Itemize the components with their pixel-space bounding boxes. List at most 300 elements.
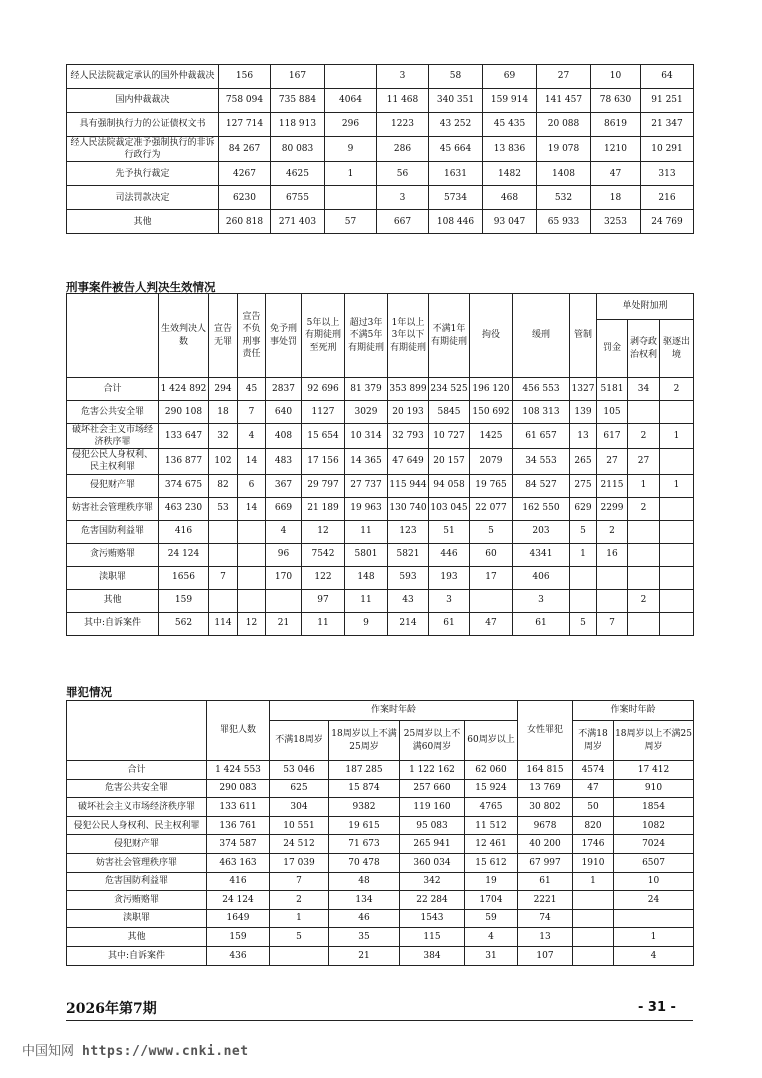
- table-cell: 148: [345, 566, 388, 589]
- table-cell: 84 267: [219, 137, 271, 162]
- criminal-judgment-table: [66, 293, 694, 636]
- table-cell: 51: [429, 520, 470, 543]
- table-cell: 617: [597, 424, 628, 449]
- table-cell: 1082: [614, 816, 694, 835]
- header-exempt: 免予刑事处罚: [266, 294, 302, 378]
- table-cell: 56: [377, 162, 429, 186]
- table-row: [67, 186, 694, 210]
- table-cell: 10: [614, 872, 694, 891]
- table-cell: 2221: [518, 891, 573, 910]
- table-cell: 1: [573, 872, 614, 891]
- table-cell: 667: [377, 210, 429, 234]
- table-cell: 47: [573, 779, 614, 798]
- table-cell: 45 435: [483, 113, 537, 137]
- table-cell: 6230: [219, 186, 271, 210]
- table-cell: [597, 589, 628, 612]
- header-1-3y: 1年以上3年以下有期徒刑: [388, 294, 429, 378]
- table-cell: 1543: [400, 909, 465, 928]
- table-row: [67, 798, 694, 817]
- table-cell: 11 468: [377, 89, 429, 113]
- table-cell: 234 525: [429, 378, 470, 401]
- table-cell: 24: [614, 891, 694, 910]
- table-cell: 19 963: [345, 497, 388, 520]
- table-cell: 61: [429, 612, 470, 635]
- table-cell: 15 612: [465, 853, 518, 872]
- criminal-judgment-table-body: [67, 378, 694, 636]
- table-cell: [660, 589, 694, 612]
- table-cell: [628, 612, 660, 635]
- table-cell: 10 727: [429, 424, 470, 449]
- table-cell: [660, 543, 694, 566]
- table-cell: 367: [266, 474, 302, 497]
- header-detention: 拘役: [470, 294, 513, 378]
- table-cell: 150 692: [470, 401, 513, 424]
- table-cell: 81 379: [345, 378, 388, 401]
- table-cell: [660, 566, 694, 589]
- table-cell: 4064: [325, 89, 377, 113]
- header-25-60: 25周岁以上不满60周岁: [400, 721, 465, 761]
- table-cell: 669: [266, 497, 302, 520]
- table-cell: 46: [329, 909, 400, 928]
- table-cell: 141 457: [537, 89, 591, 113]
- table-cell: 5821: [388, 543, 429, 566]
- table-row: [67, 497, 694, 520]
- enforcement-table: [66, 64, 694, 234]
- table-cell: 7: [238, 401, 266, 424]
- table-cell: 1 122 162: [400, 761, 465, 780]
- table-cell: [570, 589, 597, 612]
- table-cell: 50: [573, 798, 614, 817]
- table-cell: 61: [518, 872, 573, 891]
- header-under-1y: 不满1年有期徒刑: [429, 294, 470, 378]
- table-cell: 1127: [302, 401, 345, 424]
- header-acquitted: 宣告无罪: [209, 294, 238, 378]
- table-cell: 468: [483, 186, 537, 210]
- enforcement-table-body: [67, 65, 694, 234]
- row-label: 具有强制执行力的公证债权文书: [67, 113, 219, 137]
- table-row: [67, 909, 694, 928]
- table-row: [67, 89, 694, 113]
- table-cell: 625: [270, 779, 329, 798]
- table-cell: 6755: [271, 186, 325, 210]
- table-cell: 105: [597, 401, 628, 424]
- table-row: [67, 891, 694, 910]
- header-3-5y: 超过3年不满5年有期徒刑: [345, 294, 388, 378]
- row-label: 破坏社会主义市场经济秩序罪: [67, 424, 159, 449]
- table-cell: 257 660: [400, 779, 465, 798]
- table-cell: 22 284: [400, 891, 465, 910]
- table-cell: 8619: [591, 113, 641, 137]
- row-label: 破坏社会主义市场经济秩序罪: [67, 798, 207, 817]
- table-cell: 1482: [483, 162, 537, 186]
- header-probation: 缓刑: [513, 294, 570, 378]
- table-row: [67, 65, 694, 89]
- table-cell: 130 740: [388, 497, 429, 520]
- table-cell: 1: [628, 474, 660, 497]
- table-cell: 3029: [345, 401, 388, 424]
- table-cell: 416: [207, 872, 270, 891]
- table-cell: 4: [614, 946, 694, 965]
- table-cell: [660, 520, 694, 543]
- table-cell: 35: [329, 928, 400, 947]
- table-cell: 119 160: [400, 798, 465, 817]
- table-cell: 133 647: [159, 424, 209, 449]
- table-row: [67, 872, 694, 891]
- table-cell: 27 737: [345, 474, 388, 497]
- table-cell: 19 078: [537, 137, 591, 162]
- table-cell: 10 551: [270, 816, 329, 835]
- table-cell: 53 046: [270, 761, 329, 780]
- table-cell: 304: [270, 798, 329, 817]
- table-cell: 7024: [614, 835, 694, 854]
- row-label: 其他: [67, 210, 219, 234]
- table-cell: 5734: [429, 186, 483, 210]
- table-cell: 275: [570, 474, 597, 497]
- table-cell: 11: [302, 612, 345, 635]
- table-cell: 24 124: [159, 543, 209, 566]
- table-cell: 47: [591, 162, 641, 186]
- table-cell: 193: [429, 566, 470, 589]
- table-cell: 5: [270, 928, 329, 947]
- row-label: 侵犯财产罪: [67, 474, 159, 497]
- table-cell: 7542: [302, 543, 345, 566]
- table-cell: 9678: [518, 816, 573, 835]
- table-cell: 6507: [614, 853, 694, 872]
- table-cell: 108 446: [429, 210, 483, 234]
- table-cell: 265: [570, 449, 597, 474]
- table-cell: 340 351: [429, 89, 483, 113]
- header-fine: 罚金: [597, 320, 628, 378]
- row-label: 合计: [67, 761, 207, 780]
- header-5y-to-death: 5年以上有期徒刑至死刑: [302, 294, 345, 378]
- table-cell: 446: [429, 543, 470, 566]
- table-cell: 1: [614, 928, 694, 947]
- header-not-liable: 宣告不负刑事责任: [238, 294, 266, 378]
- header-blank: [67, 701, 207, 761]
- table-cell: 15 874: [329, 779, 400, 798]
- table-cell: 136 877: [159, 449, 209, 474]
- table-cell: [660, 612, 694, 635]
- table-cell: 10: [591, 65, 641, 89]
- row-label: 贪污贿赂罪: [67, 891, 207, 910]
- table-cell: 82: [209, 474, 238, 497]
- table-row: [67, 378, 694, 401]
- table-cell: 7: [209, 566, 238, 589]
- table-cell: 60: [470, 543, 513, 566]
- table-cell: 34: [628, 378, 660, 401]
- table-cell: 27: [537, 65, 591, 89]
- table-cell: 69: [483, 65, 537, 89]
- watermark-site: 中国知网: [22, 1044, 75, 1059]
- table-cell: 14: [238, 449, 266, 474]
- table-cell: [209, 543, 238, 566]
- table-cell: 48: [329, 872, 400, 891]
- table-cell: [470, 589, 513, 612]
- table-cell: 196 120: [470, 378, 513, 401]
- table-cell: 139: [570, 401, 597, 424]
- row-label: 危害公共安全罪: [67, 401, 159, 424]
- table-cell: 102: [209, 449, 238, 474]
- table-cell: 21 189: [302, 497, 345, 520]
- table-cell: [266, 589, 302, 612]
- table-cell: 84 527: [513, 474, 570, 497]
- table-cell: [628, 543, 660, 566]
- table-cell: 107: [518, 946, 573, 965]
- footer-rule: [66, 1020, 693, 1021]
- table-row: [67, 424, 694, 449]
- table-cell: 122: [302, 566, 345, 589]
- row-label: 其中:自诉案件: [67, 946, 207, 965]
- table-cell: 2: [660, 378, 694, 401]
- table-cell: 4341: [513, 543, 570, 566]
- row-label: 国内仲裁裁决: [67, 89, 219, 113]
- table-cell: 436: [207, 946, 270, 965]
- row-label: 经人民法院裁定承认的国外仲裁裁决: [67, 65, 219, 89]
- table-cell: 4765: [465, 798, 518, 817]
- table-cell: 30 802: [518, 798, 573, 817]
- table-cell: 342: [400, 872, 465, 891]
- table-cell: 156: [219, 65, 271, 89]
- table-cell: 1: [660, 424, 694, 449]
- table-row: [67, 137, 694, 162]
- table-cell: [238, 543, 266, 566]
- header-over-60: 60周岁以上: [465, 721, 518, 761]
- table-cell: 463 163: [207, 853, 270, 872]
- table-cell: 20 157: [429, 449, 470, 474]
- row-label: 危害国防利益罪: [67, 872, 207, 891]
- table-cell: 374 675: [159, 474, 209, 497]
- table-cell: 360 034: [400, 853, 465, 872]
- table-cell: 91 251: [641, 89, 694, 113]
- table-cell: 21: [329, 946, 400, 965]
- table-row: [67, 520, 694, 543]
- table-cell: [660, 497, 694, 520]
- table-cell: 32 793: [388, 424, 429, 449]
- table-cell: 74: [518, 909, 573, 928]
- table-cell: 2299: [597, 497, 628, 520]
- table-cell: 10 291: [641, 137, 694, 162]
- table-row: [67, 589, 694, 612]
- table-cell: 12: [238, 612, 266, 635]
- table-cell: 53: [209, 497, 238, 520]
- table-cell: 34 553: [513, 449, 570, 474]
- table-cell: [238, 520, 266, 543]
- table-cell: 22 077: [470, 497, 513, 520]
- table-row: [67, 853, 694, 872]
- criminals-table: [66, 700, 694, 966]
- table-cell: 13 836: [483, 137, 537, 162]
- table-cell: 1 424 553: [207, 761, 270, 780]
- table-cell: 5: [570, 612, 597, 635]
- table-cell: 9382: [329, 798, 400, 817]
- table-cell: 5845: [429, 401, 470, 424]
- table-cell: 18: [209, 401, 238, 424]
- table-cell: [209, 520, 238, 543]
- row-label: 妨害社会管理秩序罪: [67, 853, 207, 872]
- table-cell: 406: [513, 566, 570, 589]
- table-row: [67, 449, 694, 474]
- table-cell: 9: [345, 612, 388, 635]
- table-cell: 95 083: [400, 816, 465, 835]
- table-cell: 463 230: [159, 497, 209, 520]
- table-row: [67, 162, 694, 186]
- table-cell: 5: [570, 520, 597, 543]
- table-cell: 353 899: [388, 378, 429, 401]
- table-cell: 27: [628, 449, 660, 474]
- table-cell: 408: [266, 424, 302, 449]
- criminals-section-title: 罪犯情况: [66, 685, 112, 699]
- table-cell: 58: [429, 65, 483, 89]
- row-label: 合计: [67, 378, 159, 401]
- table-cell: [628, 566, 660, 589]
- table-cell: 3: [429, 589, 470, 612]
- table-cell: 47: [470, 612, 513, 635]
- header-deprivation-political-rights: 剥夺政治权利: [628, 320, 660, 378]
- table-cell: 43: [388, 589, 429, 612]
- table-cell: [660, 449, 694, 474]
- row-label: 其中:自诉案件: [67, 612, 159, 635]
- table-cell: 1: [270, 909, 329, 928]
- table-cell: 114: [209, 612, 238, 635]
- table-cell: 12: [302, 520, 345, 543]
- table-cell: 483: [266, 449, 302, 474]
- table-cell: 20 088: [537, 113, 591, 137]
- header-female-age-group: 作案时年龄: [573, 701, 694, 721]
- table-cell: 115: [400, 928, 465, 947]
- table-cell: 17 412: [614, 761, 694, 780]
- table-cell: 67 997: [518, 853, 573, 872]
- table-cell: 384: [400, 946, 465, 965]
- table-cell: 1854: [614, 798, 694, 817]
- table-cell: 92 696: [302, 378, 345, 401]
- table-cell: 5181: [597, 378, 628, 401]
- table-cell: 19 615: [329, 816, 400, 835]
- table-row: [67, 113, 694, 137]
- table-cell: [628, 520, 660, 543]
- table-cell: 21: [266, 612, 302, 635]
- table-cell: 416: [159, 520, 209, 543]
- table-cell: 2837: [266, 378, 302, 401]
- row-label: 先予执行裁定: [67, 162, 219, 186]
- table-cell: 910: [614, 779, 694, 798]
- table-cell: 13: [570, 424, 597, 449]
- table-row: [67, 401, 694, 424]
- table-cell: 1408: [537, 162, 591, 186]
- table-cell: 136 761: [207, 816, 270, 835]
- table-cell: 313: [641, 162, 694, 186]
- table-cell: 108 313: [513, 401, 570, 424]
- table-cell: 1910: [573, 853, 614, 872]
- table-cell: 593: [388, 566, 429, 589]
- table-cell: 115 944: [388, 474, 429, 497]
- table-cell: 1746: [573, 835, 614, 854]
- table-cell: 294: [209, 378, 238, 401]
- header-under-18: 不满18周岁: [270, 721, 329, 761]
- table-cell: 17 039: [270, 853, 329, 872]
- table-cell: 59: [465, 909, 518, 928]
- row-label: 其他: [67, 589, 159, 612]
- table-cell: 286: [377, 137, 429, 162]
- table-cell: 29 797: [302, 474, 345, 497]
- table-cell: 57: [325, 210, 377, 234]
- row-label: 侵犯公民人身权利、民主权利罪: [67, 449, 159, 474]
- table-cell: 271 403: [271, 210, 325, 234]
- table-cell: [209, 589, 238, 612]
- table-cell: 3: [377, 186, 429, 210]
- table-cell: 45: [238, 378, 266, 401]
- table-cell: 47 649: [388, 449, 429, 474]
- table-cell: 162 550: [513, 497, 570, 520]
- header-18-25: 18周岁以上不满25周岁: [329, 721, 400, 761]
- table-cell: 820: [573, 816, 614, 835]
- table-cell: 203: [513, 520, 570, 543]
- table-cell: [570, 566, 597, 589]
- table-cell: 2: [597, 520, 628, 543]
- table-cell: 118 913: [271, 113, 325, 137]
- table-cell: 20 193: [388, 401, 429, 424]
- header-age-group: 作案时年龄: [270, 701, 518, 721]
- table-cell: [597, 566, 628, 589]
- table-cell: 290 108: [159, 401, 209, 424]
- table-cell: 1210: [591, 137, 641, 162]
- table-cell: 164 815: [518, 761, 573, 780]
- table-cell: 123: [388, 520, 429, 543]
- table-cell: 21 347: [641, 113, 694, 137]
- table-cell: 3253: [591, 210, 641, 234]
- table-cell: 1223: [377, 113, 429, 137]
- table-cell: 24 769: [641, 210, 694, 234]
- table-cell: 1: [660, 474, 694, 497]
- table-cell: 260 818: [219, 210, 271, 234]
- table-cell: [628, 401, 660, 424]
- header-female-criminals: 女性罪犯: [518, 701, 573, 761]
- table-cell: 167: [271, 65, 325, 89]
- header-effective-judgments: 生效判决人数: [159, 294, 209, 378]
- header-female-18-25: 18周岁以上不满25周岁: [614, 721, 694, 761]
- table-cell: 19: [465, 872, 518, 891]
- table-cell: 134: [329, 891, 400, 910]
- row-label: 妨害社会管理秩序罪: [67, 497, 159, 520]
- header-control: 管制: [570, 294, 597, 378]
- table-row: [67, 835, 694, 854]
- table-cell: 4: [238, 424, 266, 449]
- table-cell: [238, 566, 266, 589]
- table-cell: 24 124: [207, 891, 270, 910]
- table-cell: 1656: [159, 566, 209, 589]
- row-label: 渎职罪: [67, 566, 159, 589]
- table-cell: 1631: [429, 162, 483, 186]
- table-cell: 40 200: [518, 835, 573, 854]
- table-cell: 31: [465, 946, 518, 965]
- table-cell: 170: [266, 566, 302, 589]
- row-label: 其他: [67, 928, 207, 947]
- criminals-table-body: [67, 761, 694, 966]
- table-cell: 10 314: [345, 424, 388, 449]
- table-cell: 2: [628, 424, 660, 449]
- header-supplementary-group: 单处附加刑: [597, 294, 694, 320]
- table-cell: 4: [465, 928, 518, 947]
- table-cell: 14 365: [345, 449, 388, 474]
- table-cell: 6: [238, 474, 266, 497]
- table-cell: 61 657: [513, 424, 570, 449]
- table-cell: 127 714: [219, 113, 271, 137]
- table-cell: 13 769: [518, 779, 573, 798]
- table-cell: 45 664: [429, 137, 483, 162]
- table-cell: [238, 589, 266, 612]
- table-cell: 80 083: [271, 137, 325, 162]
- table-row: [67, 474, 694, 497]
- table-row: [67, 928, 694, 947]
